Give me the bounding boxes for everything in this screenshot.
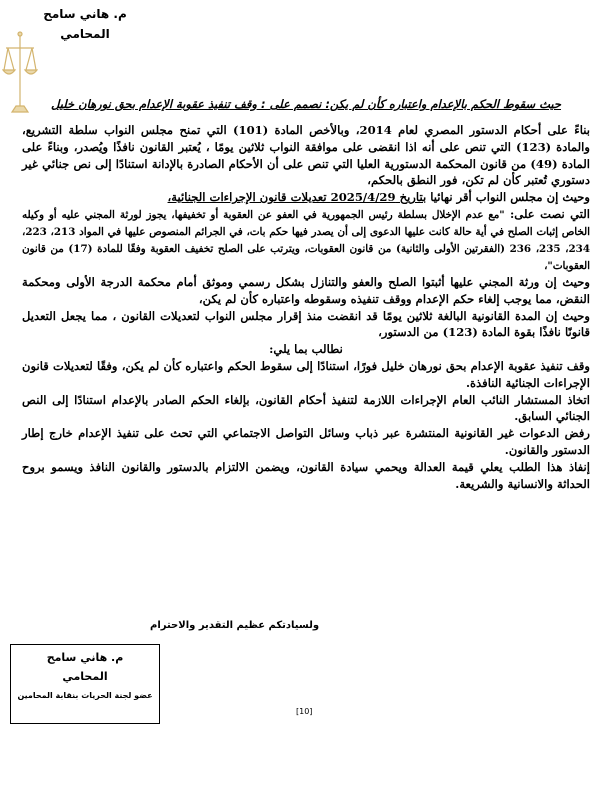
paragraph-heirs: وحيث إن ورثة المجني عليها أثبتوا الصلح والعفو والتنازل بشكل رسمي وموثق أمام محكمة الدرجة الأولى ومحكمة النقض، مما يوجب إلغاء حكم الإعدام ووقف تنفيذه وسقوطه واعتباره كأن لم يكن، — [22, 274, 590, 306]
page-number: [10] — [296, 707, 313, 716]
document-title: حيث سقوط الحكم بالإعدام واعتباره كأن لم يكن: نصمم على : وقف تنفيذ عقوبة الإعدام بحق نورهان خليل — [51, 97, 561, 111]
demand-2: اتخاذ المستشار النائب العام الإجراءات اللازمة لتنفيذ أحكام القانون، بإلغاء الحكم الصادر بالإعدام استنادًا إلى النص الجنائي السابق. — [22, 392, 590, 424]
paragraph-parliament — [22, 189, 590, 206]
header-author — [30, 4, 140, 44]
paragraph-quote — [22, 206, 590, 274]
header-author-name: م. هاني سامح — [43, 7, 127, 21]
paragraph-parliament-date: بتاريخ 2025/4/29 تعديلات قانون الإجراءات الجنائية، — [167, 190, 427, 205]
demand-4: إنفاذ هذا الطلب يعلي قيمة العدالة ويحمي سيادة القانون، ويضمن الالتزام بالدستور والقانون النافذ ويسمو بروح الحداثة والانسانية والشريعة. — [22, 459, 590, 491]
signature-box — [10, 644, 160, 724]
header-author-title: المحامي — [60, 27, 110, 41]
closing-line: ولسيادتكم عظيم التقدير والاحترام — [150, 620, 320, 631]
demand-3: رفض الدعوات غير القانونية المنتشرة عبر ذباب وسائل التواصل الاجتماعي التي تحث على تنفيذ الإعدام خارج إطار الدستور والقانون. — [22, 426, 590, 457]
paragraph-quote-text: "مع عدم الإخلال بسلطة رئيس الجمهورية في العفو عن العقوبة أو تخفيفها، يجوز لورثة المجني عليه أو وكيله الخاص إثبات الصلح في أية حالة كانت عليها الدعوى إلى أن يصدر فيها حكم بات، في الجرائم المنصوص عليها في المواد 213، 223، 234، 235، 236 (الفقرتين الأولى والثانية) من قانون العقوبات، ويترتب على الصلح تخفيف العقوبة وفقًا للمادة (17) من قانون العقوبات"، — [22, 208, 590, 272]
signature-name: م. هاني سامح — [46, 651, 124, 664]
document-body — [22, 122, 590, 492]
paragraph-period: وحيث إن المدة القانونية البالغة ثلاثين يومًا قد انقضت منذ إقرار مجلس النواب لتعديلات القانون ، مما يجعل التعديل قانونًا نافذًا بقوة المادة (123) من الدستور، — [22, 308, 590, 340]
demand-1: وقف تنفيذ عقوبة الإعدام بحق نورهان خليل فورًا، استنادًا إلى سقوط الحكم واعتباره كأن لم يكن، وفقًا لتعديلات قانون الإجراءات الجنائية النافذة. — [22, 358, 590, 390]
demands-heading: نطالب بما يلي: — [269, 342, 343, 357]
paragraph-parliament-lead: وحيث إن مجلس النواب أقر نهائيا — [426, 190, 590, 205]
paragraph-quote-lead: التي نصت على: — [504, 206, 590, 221]
paragraph-constitution: بناءً على أحكام الدستور المصري لعام 2014، وبالأخص المادة (101) التي تمنح مجلس النواب سلطة التشريع، والمادة (123) التي تنص على أنه اذا انقضى على موافقة النواب ثلاثين يومًا ، يُعتبر القانون نافذًا ويُصدر، وبناءً على المادة (49) من قانون المحكمة الدستورية العليا التي تنص على أن الأحكام الصادرة بالإدانة استنادًا إلى نص جنائي غير دستوري تُعتبر كأن لم تكن، فور النطق بالحكم، — [22, 123, 590, 188]
signature-title: المحامي — [62, 670, 108, 683]
signature-affiliation: عضو لجنة الحريات بنقابة المحامين — [17, 691, 153, 700]
